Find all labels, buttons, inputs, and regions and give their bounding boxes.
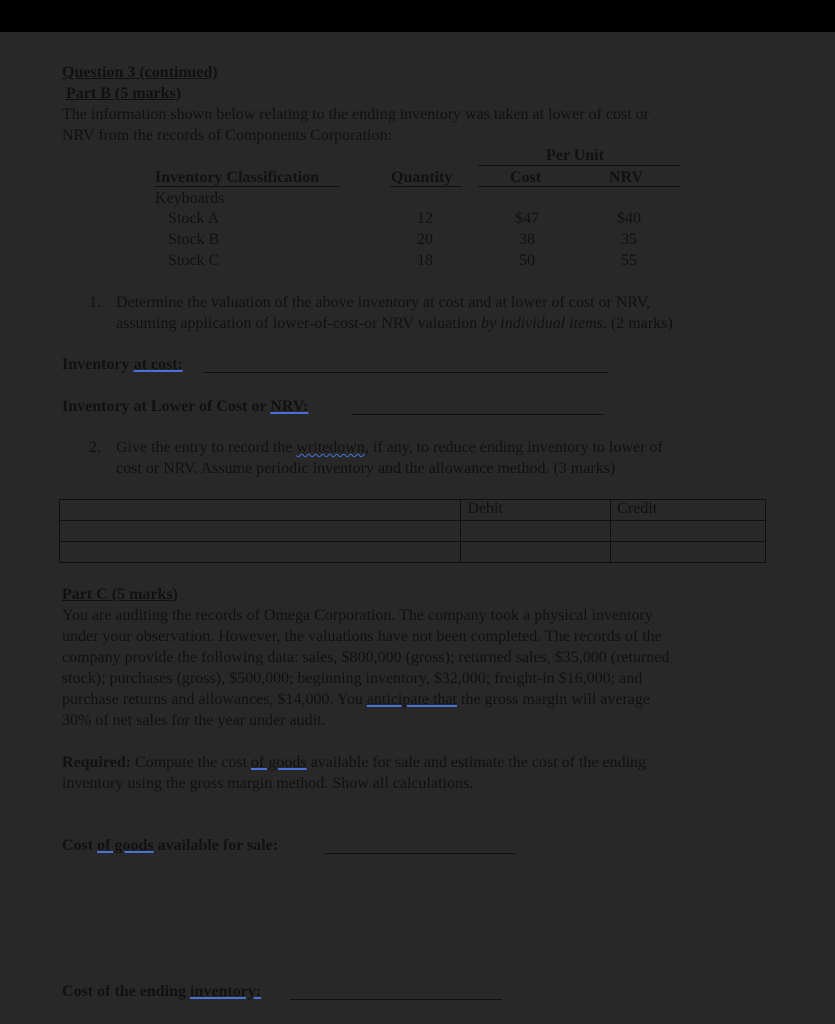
q2-spellcheck-word: writedown	[296, 439, 365, 456]
part-c-line: company provide the following data: sales, $800,000 (gross); returned sales, $35,000 (returned	[62, 649, 670, 666]
label-part-underlined: at cost:	[133, 356, 183, 373]
row-cost: 50	[519, 252, 535, 269]
intro-line-1: The information shown below relating to the ending inventory was taken at lower of cost or	[62, 106, 649, 123]
row-quantity: 12	[417, 210, 433, 227]
col-header-nrv: NRV	[609, 169, 644, 186]
part-c-line: stock); purchases (gross), $500,000; beginning inventory, $32,000; freight-in $16,000; and	[62, 670, 643, 687]
q2-text: , if any, to reduce ending inventory to lower of	[364, 439, 663, 456]
header-rule-per-unit	[478, 186, 680, 187]
debit-header: Debit	[461, 500, 611, 521]
inventory-lcnrv-answer-line[interactable]	[352, 414, 604, 415]
label-part-underlined: NRV:	[270, 398, 309, 415]
credit-cell[interactable]	[611, 521, 766, 542]
q2-number: 2.	[89, 439, 101, 456]
header-rule-quantity	[390, 186, 462, 187]
part-c-line: under your observation. However, the valuations have not been completed. The records of the	[62, 628, 662, 645]
table-row	[60, 500, 766, 521]
intro-line-2: NRV from the records of Components Corporation:	[62, 127, 392, 144]
part-c-line	[62, 690, 650, 710]
row-quantity: 18	[417, 252, 433, 269]
row-quantity: 20	[417, 231, 433, 248]
credit-cell[interactable]	[611, 542, 766, 563]
label-part-underlined: inventory:	[190, 983, 262, 1000]
q1-emphasis: by individual items	[481, 315, 603, 332]
account-cell[interactable]	[60, 521, 461, 542]
label-part: available for sale:	[153, 837, 279, 854]
part-c-line: 30% of net sales for the year under audit.	[62, 712, 326, 729]
part-c-line: You are auditing the records of Omega Corporation. The company took a physical inventory	[62, 607, 653, 624]
row-nrv: $40	[617, 210, 641, 227]
journal-entry-table	[59, 499, 766, 563]
account-cell[interactable]	[60, 500, 461, 521]
inventory-at-cost-answer-line[interactable]	[203, 372, 608, 373]
per-unit-rule	[478, 165, 680, 166]
q1-line-2	[116, 314, 673, 334]
label-part: Inventory at Lower of Cost or	[62, 398, 271, 415]
required-underlined: of goods	[251, 754, 307, 771]
q1-line-1: Determine the valuation of the above inventory at cost and at lower of cost or NRV,	[116, 294, 651, 311]
row-nrv: 35	[621, 231, 637, 248]
per-unit-heading: Per Unit	[546, 147, 604, 164]
question-heading: Question 3 (continued)	[62, 64, 218, 81]
group-label: Keyboards	[155, 190, 225, 207]
cogas-label	[62, 836, 278, 856]
inventory-lcnrv-label	[62, 397, 308, 417]
part-c-heading: Part C (5 marks)	[62, 586, 178, 603]
account-cell[interactable]	[60, 542, 461, 563]
table-row	[60, 521, 766, 542]
debit-cell[interactable]	[461, 521, 611, 542]
col-header-cost: Cost	[510, 169, 542, 186]
ending-inventory-label	[62, 982, 261, 1002]
q1-marks: . (2 marks)	[602, 315, 673, 332]
q2-line-1	[116, 438, 663, 458]
row-item: Stock B	[168, 231, 220, 248]
required-text: Compute the cost	[131, 754, 252, 771]
q2-text: Give the entry to record the	[116, 439, 297, 456]
required-line-2: inventory using the gross margin method. Show all calculations.	[62, 775, 474, 792]
label-part: Cost	[62, 837, 98, 854]
part-c-text: the gross margin will average	[457, 691, 650, 708]
q1-number: 1.	[89, 294, 101, 311]
row-item: Stock A	[168, 210, 220, 227]
col-header-quantity: Quantity	[391, 169, 453, 186]
row-cost: 38	[519, 231, 535, 248]
label-part-underlined: of goods	[97, 837, 154, 854]
ending-inventory-answer-line[interactable]	[290, 999, 502, 1000]
part-c-underlined: anticipate that	[366, 691, 458, 708]
required-label: Required:	[62, 754, 132, 771]
debit-cell[interactable]	[461, 542, 611, 563]
q1-text: assuming application of lower-of-cost-or NRV valuation	[116, 315, 482, 332]
q2-line-2: cost or NRV. Assume periodic inventory and the allowance method. (3 marks)	[116, 460, 616, 477]
row-item: Stock C	[168, 252, 220, 269]
table-row	[60, 542, 766, 563]
part-b-heading: Part B (5 marks)	[66, 85, 182, 102]
credit-header: Credit	[611, 500, 766, 521]
row-cost: $47	[515, 210, 539, 227]
required-text: available for sale and estimate the cost of the ending	[306, 754, 647, 771]
header-rule-classification	[154, 186, 340, 187]
cogas-answer-line[interactable]	[325, 853, 515, 854]
label-part: Inventory	[62, 356, 134, 373]
row-nrv: 55	[621, 252, 637, 269]
required-line-1	[62, 753, 646, 773]
inventory-at-cost-label	[62, 355, 183, 375]
col-header-classification: Inventory Classification	[155, 169, 319, 186]
label-part: Cost of the ending	[62, 983, 191, 1000]
part-c-text: purchase returns and allowances, $14,000. You	[62, 691, 367, 708]
